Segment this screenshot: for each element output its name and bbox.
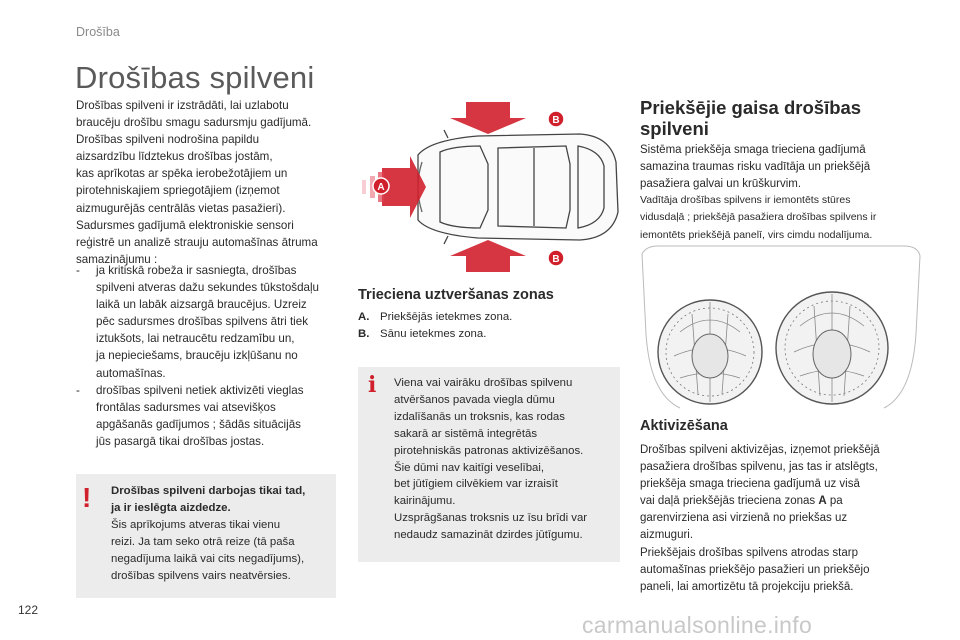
intro-line: kas aprīkotas ar spēka ierobežotājiem un [76, 167, 288, 181]
info-line: atvēršanos pavada viegla dūmu [394, 393, 555, 406]
intro-line: samazinājumu : [76, 252, 158, 266]
list-item [76, 382, 342, 450]
info-line: nedaudz samazināt dzirdes jūtīgumu. [394, 529, 583, 542]
label-a: A [377, 182, 385, 193]
heading-line: spilveni [640, 118, 709, 139]
activation-line: automašīnas priekšējo pasažieri un priekšējo [640, 563, 870, 576]
activation-line: Drošības spilveni aktivizējas, izņemot priekšējā [640, 444, 880, 456]
impact-zones-list [358, 309, 618, 342]
front-line: pasažiera galvai un krūškurvim. [640, 178, 802, 191]
side-impact-arrow-top [450, 102, 526, 134]
label-b-top-badge [548, 111, 564, 127]
side-impact-arrow-bottom [450, 240, 526, 272]
intro-line: braucēju drošību smagu sadursmju gadījumā. [76, 116, 312, 130]
list-line: iztukšots, lai netraucētu redzamību un, [96, 332, 295, 346]
page-number: 122 [18, 603, 39, 617]
zone-a-reference: A [818, 495, 827, 508]
zone-item [358, 309, 618, 326]
location-line: vidusdaļā ; priekšējā pasažiera drošības spilvens ir [640, 211, 877, 224]
activation-line: paneli, lai amortizētu tā projekciju priekšā. [640, 580, 854, 593]
info-icon: i [368, 372, 377, 398]
list-line: ja kritiskā robeža ir sasniegta, drošības [96, 264, 297, 277]
zone-letter: B. [358, 327, 370, 340]
activation-line: priekšēja smaga trieciena gadījumā uz visā [640, 478, 860, 491]
frontal-impact-arrow [362, 156, 426, 218]
warning-line: Šis aprīkojums atveras tikai vienu [111, 519, 281, 532]
activation-heading: Aktivizēšana [640, 418, 728, 434]
list-line: spilveni atveras dažu sekundes tūkstošdaļu [96, 281, 319, 295]
intro-line: Sadursmes gadījumā elektroniskie sensori [76, 218, 294, 232]
front-airbags-text [640, 142, 910, 193]
label-b-bottom-badge [548, 250, 564, 266]
heading-line: Priekšējie gaisa drošības [640, 97, 862, 118]
airbag-illustration-svg [640, 244, 922, 410]
activation-text [640, 442, 912, 596]
info-line: bet jūtīgiem cilvēkiem var izraisīt [394, 478, 558, 491]
list-line: laikā un labāk aizsargā braucējus. Uzreiz [96, 298, 307, 312]
list-line: automašīnas. [96, 366, 166, 380]
warning-text [111, 483, 327, 586]
front-airbags-illustration [640, 244, 922, 410]
front-line: Sistēma priekšēja smaga trieciena gadījumā [640, 144, 866, 156]
zone-letter: A. [358, 311, 370, 323]
location-line: Vadītāja drošības spilvens ir iemontēts stūres [640, 194, 851, 206]
activation-line: garenvirziena asi virzienā no priekšas uz [640, 512, 848, 525]
page-title: Drošības spilveni [75, 60, 315, 95]
car-impact-diagram [348, 100, 626, 275]
intro-line: aizsardzību līdztekus drošības jostām, [76, 150, 273, 164]
intro-paragraph [76, 97, 344, 268]
zone-text: Priekšējās ietekmes zona. [380, 311, 513, 323]
label-b-bottom: B [552, 254, 560, 265]
warning-line: negadījuma laikā vai cits negadījums), [111, 553, 305, 566]
car-diagram-svg [348, 100, 626, 275]
info-line: Šie dūmi nav kaitīgi veselībai, [394, 461, 545, 474]
info-line: sakarā ar sistēmā integrētās [394, 427, 538, 440]
impact-zones-heading: Trieciena uztveršanas zonas [358, 287, 554, 303]
warning-bold-line: ja ir ieslēgta aizdedze. [111, 502, 231, 515]
location-line: iemontēts priekšējā panelī, virs cimdu nodalījuma. [640, 228, 873, 241]
front-airbags-location [640, 192, 920, 244]
warning-bold-line: Drošības spilveni darbojas tikai tad, [111, 485, 306, 497]
conditions-list [76, 262, 342, 450]
zone-item [358, 326, 618, 343]
info-line: Viena vai vairāku drošības spilvenu [394, 377, 573, 389]
front-airbags-heading [640, 97, 900, 139]
intro-line: Drošības spilveni nodrošina papildu [76, 133, 260, 147]
intro-line: pirotehniskajiem spriegotājiem (izņemot [76, 184, 280, 198]
intro-line: Drošības spilveni ir izstrādāti, lai uzlabotu [76, 99, 289, 112]
activation-line-post: pa [826, 495, 843, 508]
zone-text: Sānu ietekmes zona. [380, 327, 487, 340]
section-tab: Drošība [76, 25, 120, 39]
label-a-badge [373, 178, 389, 194]
list-line: drošības spilveni netiek aktivizēti vieglas [96, 383, 304, 397]
warning-box [76, 474, 336, 598]
activation-line: aizmuguri. [640, 529, 694, 542]
intro-line: aizmugurējās centrālās vietas pasažieri). [76, 201, 286, 215]
car-outline [418, 130, 618, 244]
label-b-top: B [552, 115, 560, 126]
intro-line: reģistrē un analizē strauju automašīnas ātruma [76, 235, 318, 249]
activation-line [640, 493, 912, 510]
activation-line: pasažiera drošības spilvenu, jas tas ir atslēgts, [640, 461, 878, 474]
info-line: Uzsprāgšanas troksnis uz īsu brīdi var [394, 512, 588, 525]
list-dash: - [76, 264, 80, 277]
list-line: frontālas sadursmes vai atsevišķos [96, 400, 276, 414]
warning-icon: ! [82, 482, 92, 513]
list-line: apgāšanās gadījumos ; šādās situācijās [96, 417, 301, 431]
info-text [394, 375, 616, 544]
watermark: carmanualsonline.info [582, 612, 813, 638]
activation-line-pre: vai daļā priekšējās trieciena zonas [640, 495, 819, 508]
passenger-airbag [776, 292, 888, 404]
info-box [358, 367, 620, 562]
info-line: kairinājumu. [394, 495, 456, 508]
list-line: pēc sadursmes drošības spilvens ātri tiek [96, 315, 308, 329]
warning-line: drošības spilvens vairs neatvērsies. [111, 570, 291, 583]
list-line: ja nepieciešams, braucēju izkļūšanu no [96, 349, 298, 363]
driver-airbag [658, 300, 762, 404]
list-line: jūs pasargā tikai drošības jostas. [96, 434, 265, 448]
info-line: pirotehniskās patronas aktivizēšanos. [394, 444, 584, 457]
list-item [76, 262, 342, 382]
warning-line: reizi. Ja tam seko otrā reize (tā paša [111, 536, 295, 549]
list-dash: - [76, 383, 80, 397]
activation-line: Priekšējais drošības spilvens atrodas starp [640, 546, 858, 559]
front-line: samazina traumas risku vadītāja un priekšējā [640, 161, 871, 174]
info-line: izdalīšanās un troksnis, kas rodas [394, 410, 565, 423]
